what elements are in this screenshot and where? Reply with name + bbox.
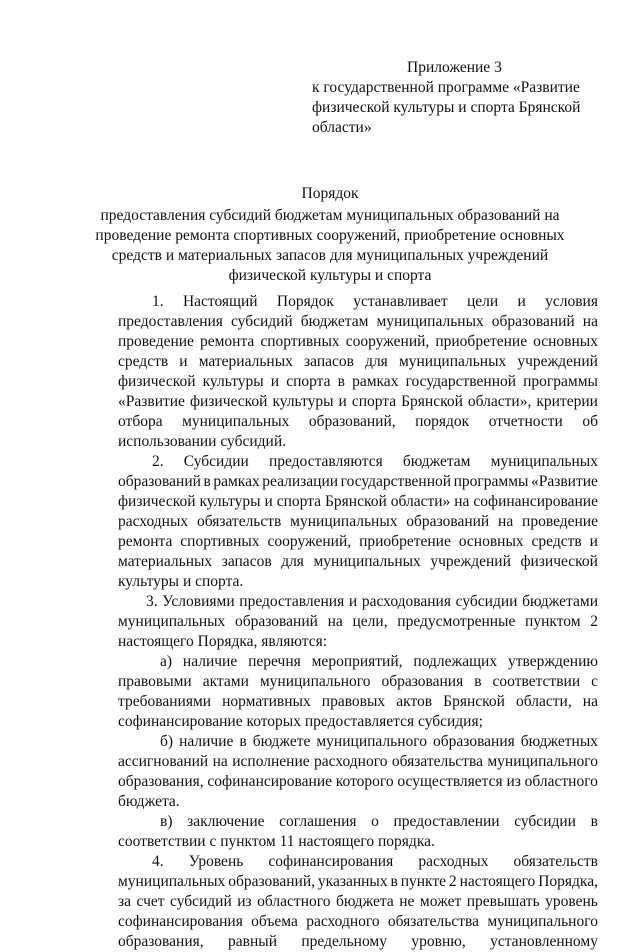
body-line: физической культуры и спорта в рамках государственной программы <box>118 373 598 390</box>
document-title <box>80 184 580 286</box>
body-line: образования, софинансирование которого осуществляется из областного <box>118 773 598 790</box>
body-line: 1. Настоящий Порядок устанавливает цели и условия <box>152 293 598 310</box>
body-line: средств и материальных запасов для муниципальных учреждений <box>118 353 598 370</box>
annex-line: физической культуры и спорта Брянской <box>312 99 581 116</box>
document-body <box>118 292 598 952</box>
body-line: отбора муниципальных образований, порядок отчетности об <box>118 413 598 430</box>
body-line: материальных запасов для муниципальных учреждений физической <box>118 553 598 570</box>
annex-line: области» <box>312 119 372 136</box>
body-line: настоящего Порядка, являются: <box>118 633 328 650</box>
body-line: муниципальных образований, указанных в пункте 2 настоящего Порядка, <box>118 873 598 890</box>
body-line: 3. Условиями предоставления и расходования субсидии бюджетами <box>146 593 598 610</box>
annex-header <box>312 58 612 138</box>
body-line: ремонта спортивных сооружений, приобретение основных средств и <box>118 533 598 550</box>
body-line: проведение ремонта спортивных сооружений, приобретение основных <box>118 333 598 350</box>
body-line: правовыми актами муниципального образования в соответствии с <box>118 673 598 690</box>
title-line: предоставления субсидий бюджетам муниципальных образований на <box>100 207 560 224</box>
annex-line: Приложение 3 <box>407 59 502 76</box>
body-line: соответствии с пунктом 11 настоящего порядка. <box>118 833 435 850</box>
body-line: софинансирование которых предоставляется субсидия; <box>118 713 483 730</box>
body-line: за счет субсидий из областного бюджета не может превышать уровень <box>118 893 598 910</box>
body-line: «Развитие физической культуры и спорта Брянской области», критерии <box>118 393 598 410</box>
body-line: использовании субсидий. <box>118 433 286 450</box>
body-line: расходных обязательств муниципальных образований на проведение <box>118 513 598 530</box>
body-line: образований в рамках реализации государственной программы «Развитие <box>118 473 598 490</box>
title-line: физической культуры и спорта <box>228 267 432 284</box>
body-line: бюджета. <box>118 793 180 810</box>
body-line: культуры и спорта. <box>118 573 244 590</box>
body-line: муниципальных образований на цели, предусмотренные пунктом 2 <box>118 613 598 630</box>
title-line: средств и материальных запасов для муниципальных учреждений <box>111 247 549 264</box>
body-line: 2. Субсидии предоставляются бюджетам муниципальных <box>152 453 598 470</box>
title-heading: Порядок <box>301 185 359 202</box>
body-line: ассигнований на исполнение расходного обязательства муниципального <box>118 753 598 770</box>
body-line: а) наличие перечня мероприятий, подлежащих утверждению <box>160 653 598 670</box>
body-line: предоставления субсидий бюджетам муниципальных образований на <box>118 313 598 330</box>
body-line: образования, равный предельному уровню, установленному <box>118 933 598 950</box>
body-line: 4. Уровень софинансирования расходных обязательств <box>152 853 598 870</box>
body-line: физической культуры и спорта Брянской области» на софинансирование <box>118 493 598 510</box>
annex-line: к государственной программе «Развитие <box>312 79 580 96</box>
title-line: проведение ремонта спортивных сооружений, приобретение основных <box>95 227 565 244</box>
body-line: в) заключение соглашения о предоставлении субсидии в <box>160 813 598 830</box>
body-line: требованиями нормативных правовых актов Брянской области, на <box>118 693 598 710</box>
body-line: б) наличие в бюджете муниципального образования бюджетных <box>160 733 598 750</box>
body-line: софинансирования объема расходного обязательства муниципального <box>118 913 598 930</box>
